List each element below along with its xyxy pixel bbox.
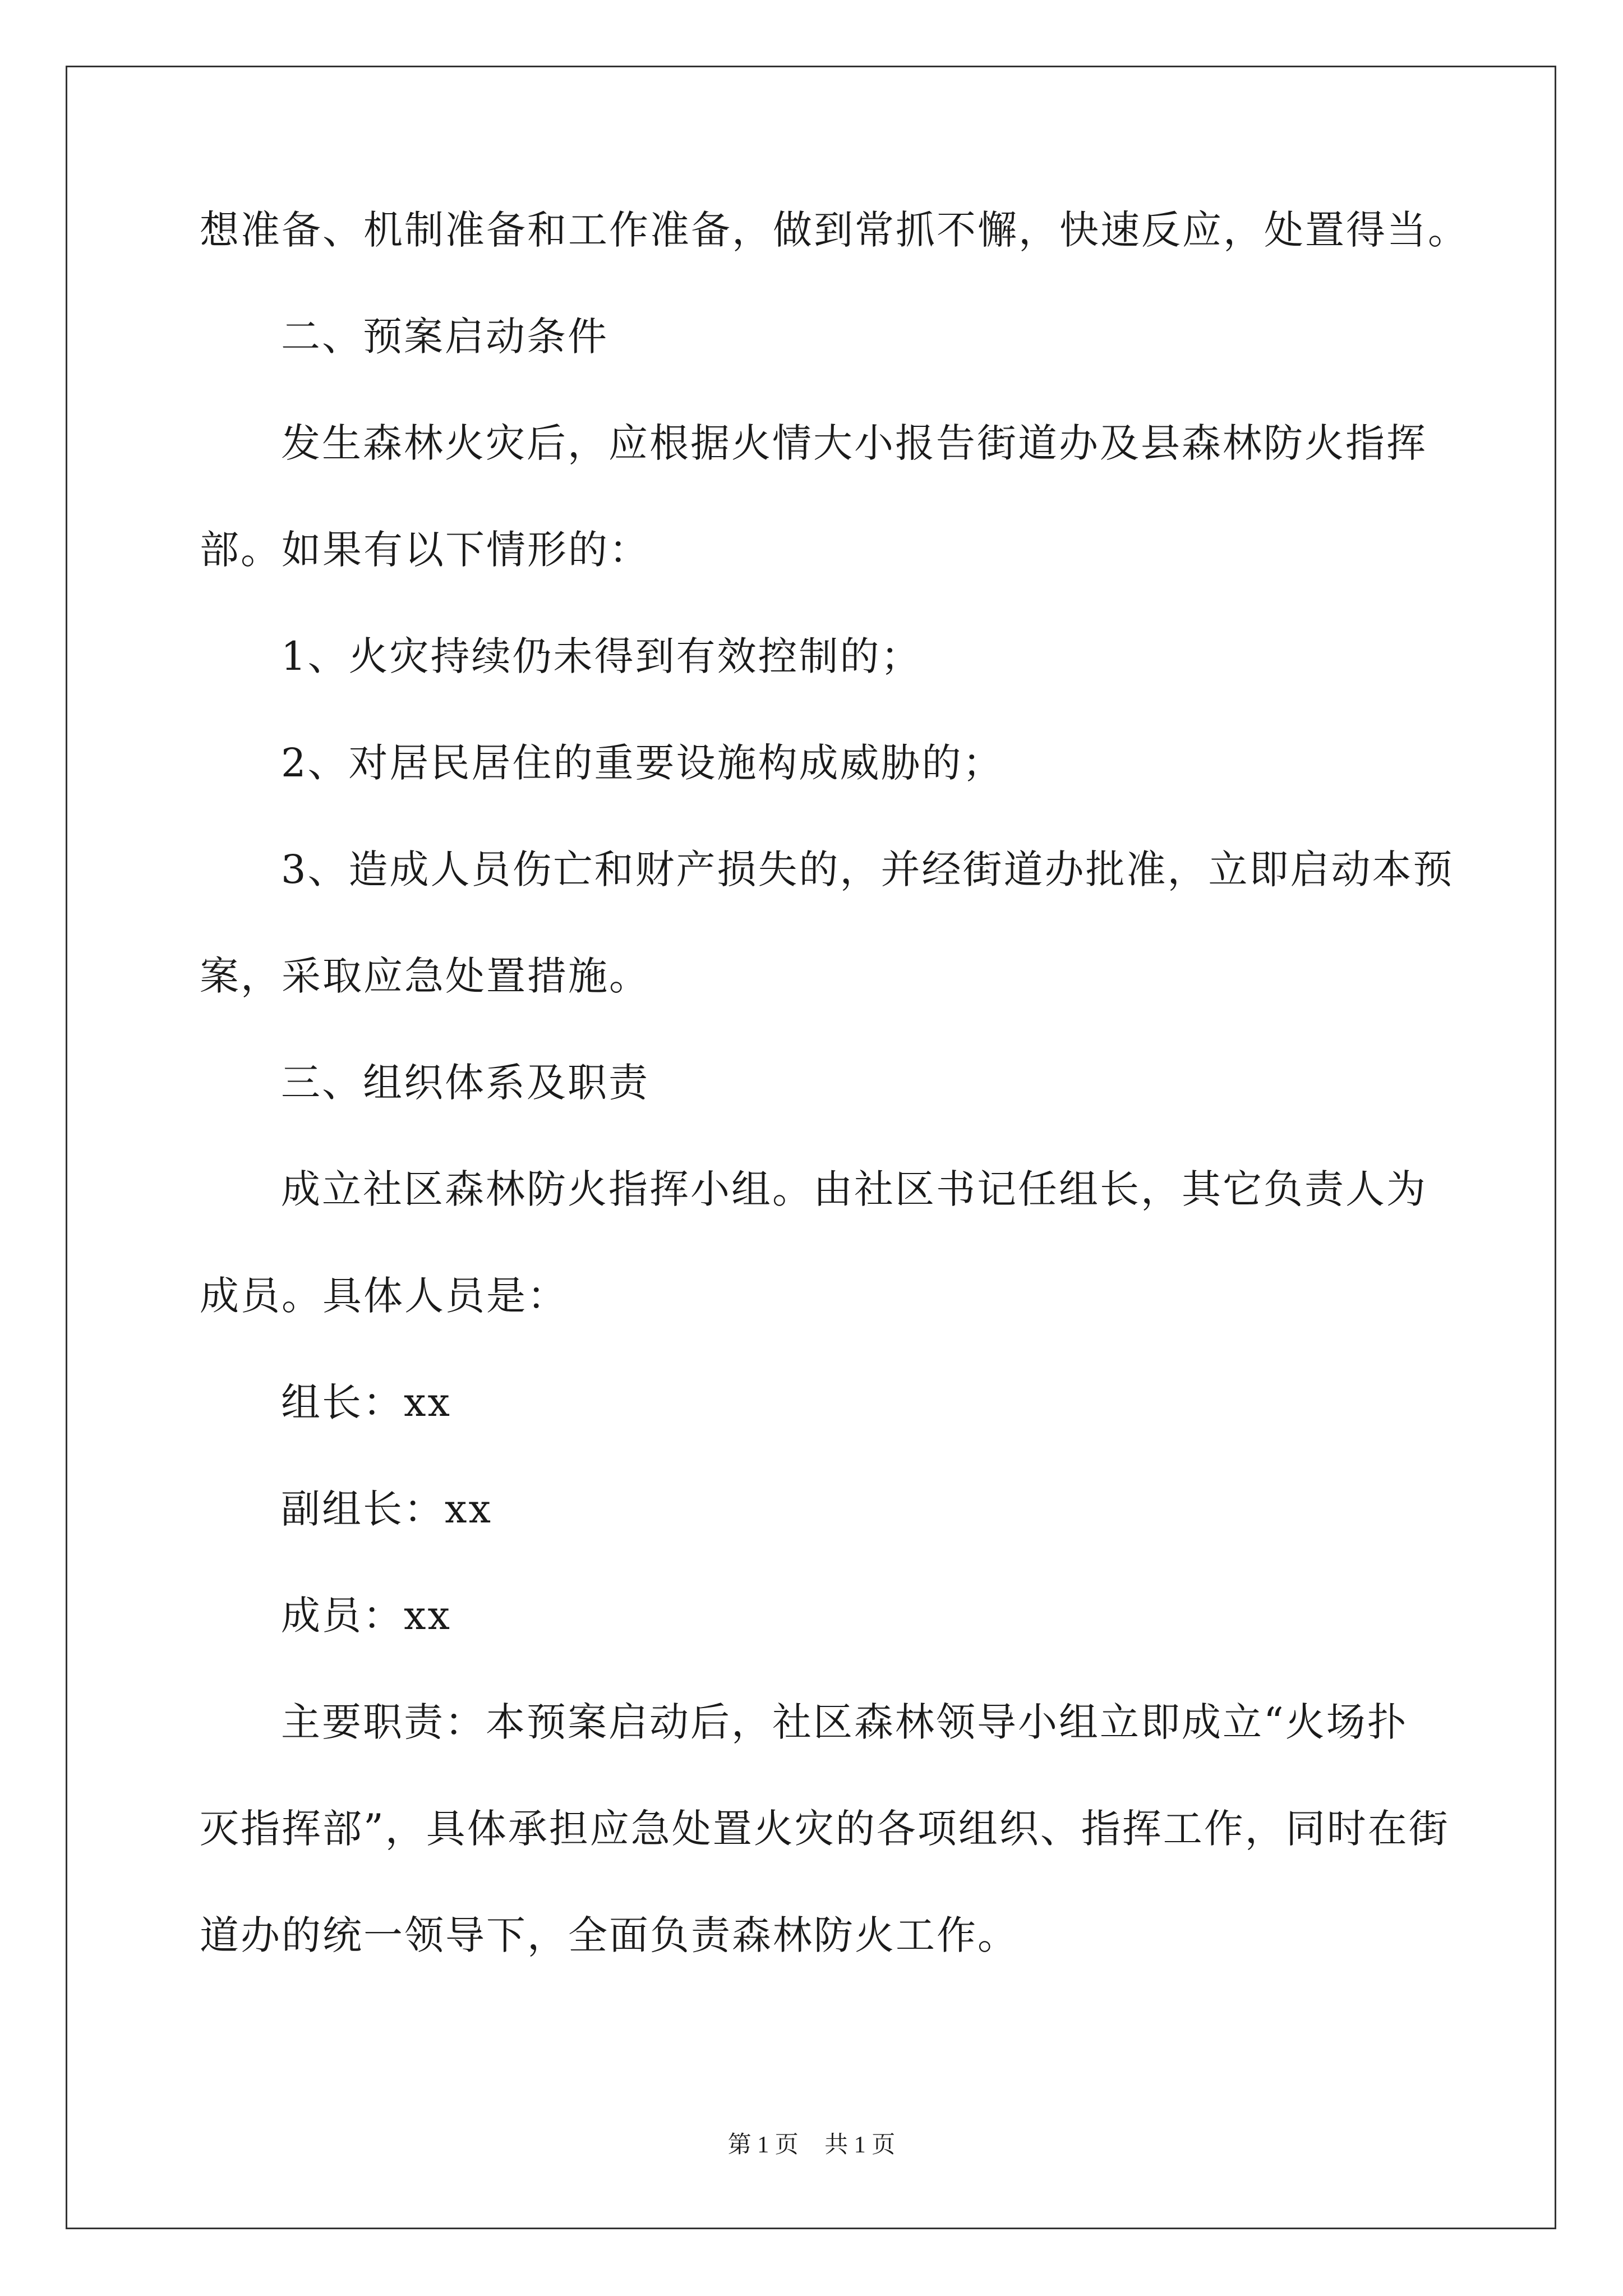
paragraph-line: 道办的统一领导下，全面负责森林防火工作。 [200, 1912, 1018, 1958]
member-line: 成员：xx [281, 1593, 451, 1639]
paragraph-line: 想准备、机制准备和工作准备，做到常抓不懈，快速反应，处置得当。 [200, 207, 1469, 253]
page-border [66, 66, 1556, 2229]
paragraph-line: 发生森林火灾后，应根据火情大小报告街道办及县森林防火指挥 [281, 420, 1427, 466]
paragraph-line: 部。如果有以下情形的： [200, 527, 650, 573]
member-line: 组长：xx [281, 1379, 451, 1425]
page-footer [0, 2126, 1623, 2160]
page-number: 第 1 页 [727, 2132, 799, 2158]
paragraph-line: 案，采取应急处置措施。 [200, 953, 650, 999]
member-line: 副组长：xx [281, 1486, 492, 1532]
list-item: 2、对居民居住的重要设施构成威胁的； [281, 740, 1004, 786]
section-heading: 二、预案启动条件 [281, 314, 608, 360]
paragraph-line: 成员。具体人员是： [200, 1273, 568, 1319]
paragraph-line: 灭指挥部”，具体承担应急处置火灾的各项组织、指挥工作，同时在街 [200, 1806, 1450, 1852]
paragraph-line: 成立社区森林防火指挥小组。由社区书记任组长，其它负责人为 [281, 1166, 1427, 1212]
page-count: 共 1 页 [824, 2132, 896, 2158]
list-item: 3、造成人员伤亡和财产损失的，并经街道办批准，立即启动本预 [281, 846, 1454, 892]
section-heading: 三、组织体系及职责 [281, 1060, 649, 1106]
paragraph-line: 主要职责：本预案启动后，社区森林领导小组立即成立“火场扑 [281, 1699, 1408, 1745]
list-item: 1、火灾持续仍未得到有效控制的； [281, 633, 922, 679]
